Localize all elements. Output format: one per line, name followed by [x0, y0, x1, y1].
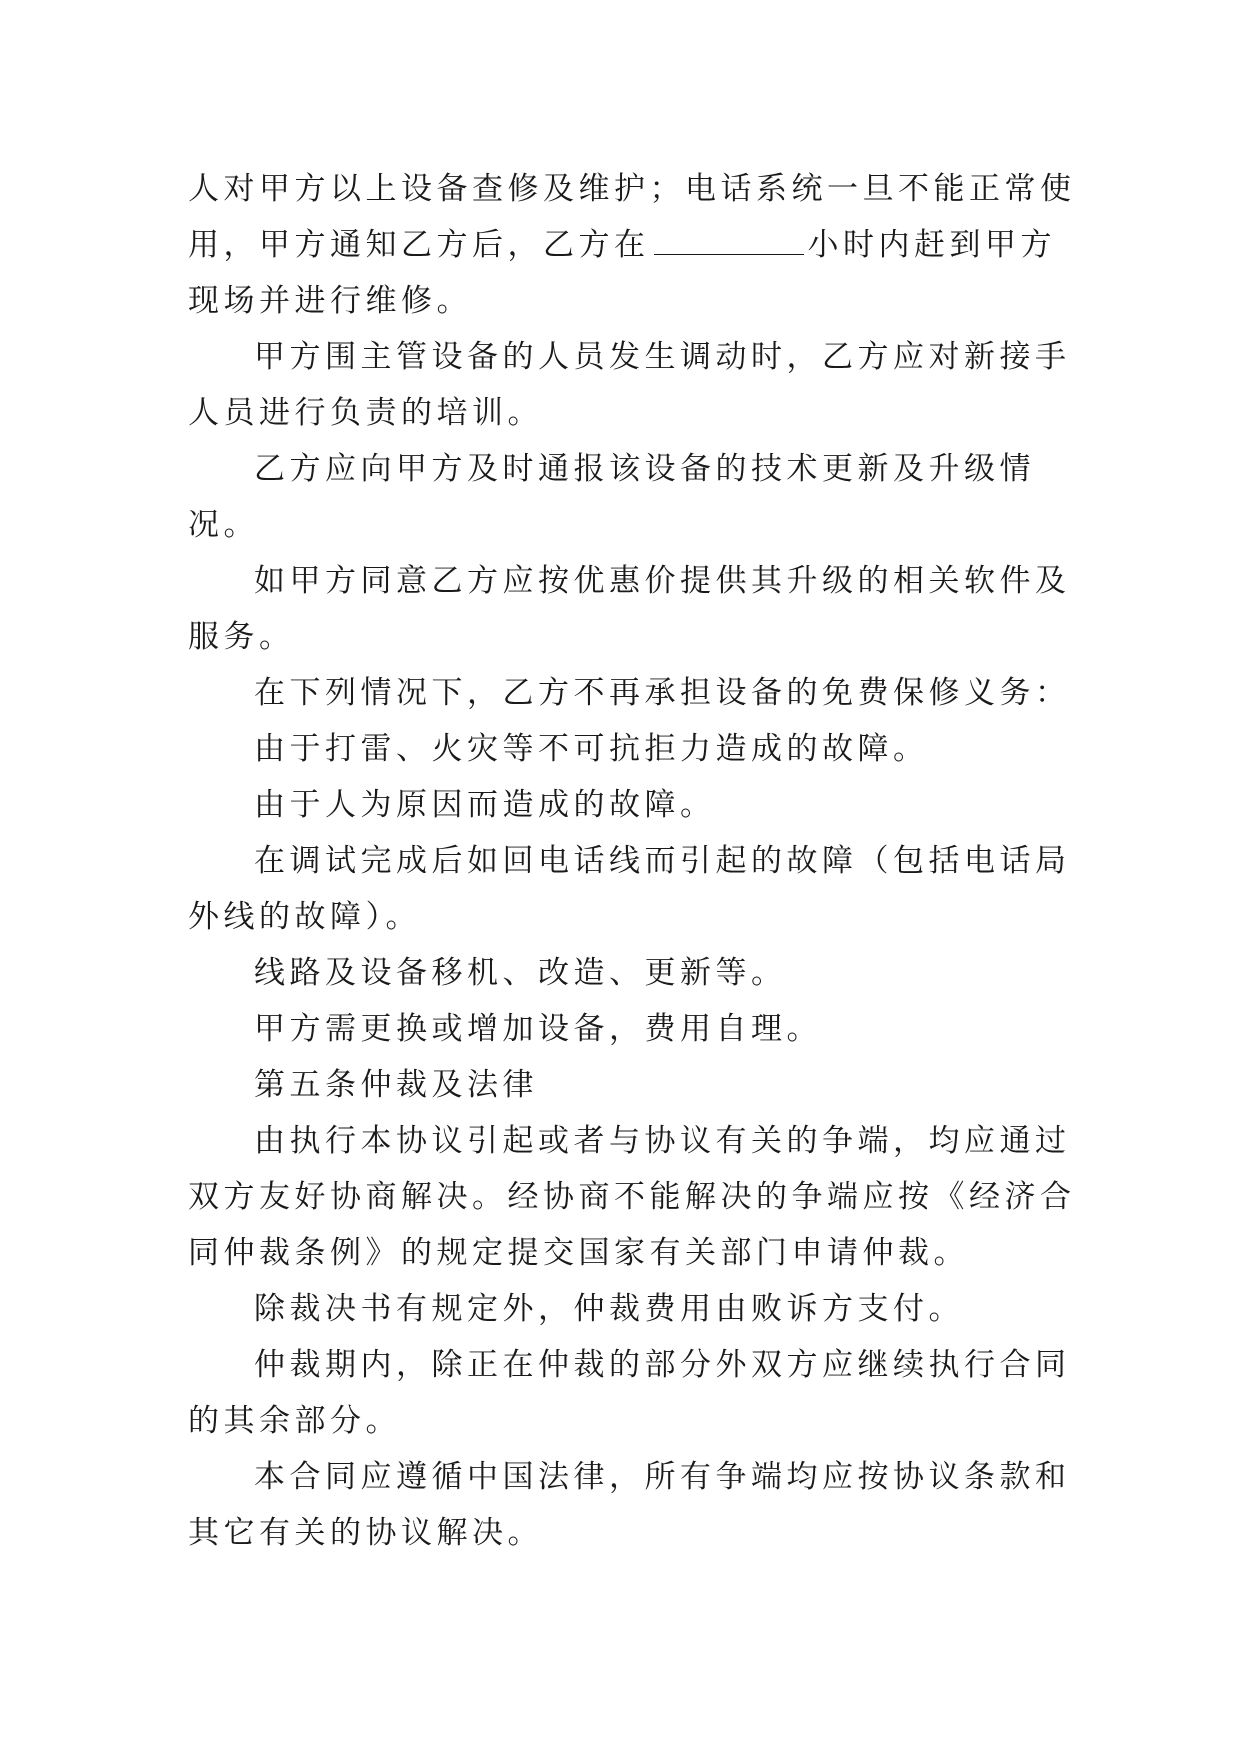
- paragraph-governing-law: 本合同应遵循中国法律，所有争端均应按协议条款和其它有关的协议解决。: [188, 1459, 1071, 1551]
- paragraph-text: 人对甲方以上设备查修及维护；电话系统一旦不能正常使用，甲方通知乙方后，乙方在: [188, 171, 1076, 263]
- paragraph-arbitration-period: 仲裁期内，除正在仲裁的部分外双方应继续执行合同的其余部分。: [188, 1347, 1071, 1439]
- paragraph-maintenance: [188, 161, 1088, 329]
- list-item: 由于打雷、火灾等不可抗拒力造成的故障。: [254, 731, 929, 767]
- blank-hours-field: [654, 226, 804, 255]
- paragraph-tech-update: 乙方应向甲方及时通报该设备的技术更新及升级情况。: [188, 451, 1035, 543]
- paragraph-warranty-exclusions: 在下列情况下，乙方不再承担设备的免费保修义务：: [254, 675, 1071, 711]
- document-body: [188, 161, 1088, 1561]
- list-item: 甲方需更换或增加设备，费用自理。: [254, 1011, 822, 1047]
- list-item: 线路及设备移机、改造、更新等。: [254, 955, 787, 991]
- paragraph-arbitration-fee: 除裁决书有规定外，仲裁费用由败诉方支付。: [254, 1291, 964, 1327]
- list-item: 在调试完成后如回电话线而引起的故障（包括电话局外线的故障）。: [188, 843, 1071, 935]
- paragraph-training: 甲方围主管设备的人员发生调动时，乙方应对新接手人员进行负责的培训。: [188, 339, 1071, 431]
- paragraph-arbitration: 由执行本协议引起或者与协议有关的争端，均应通过双方友好协商解决。经协商不能解决的争端应按《经济合同仲裁条例》的规定提交国家有关部门申请仲裁。: [188, 1123, 1076, 1271]
- list-item: 由于人为原因而造成的故障。: [254, 787, 716, 823]
- paragraph-text: 小时内赶到甲方现场并进行维修。: [188, 227, 1056, 319]
- section-heading: 第五条仲裁及法律: [254, 1067, 538, 1103]
- paragraph-upgrade-service: 如甲方同意乙方应按优惠价提供其升级的相关软件及服务。: [188, 563, 1071, 655]
